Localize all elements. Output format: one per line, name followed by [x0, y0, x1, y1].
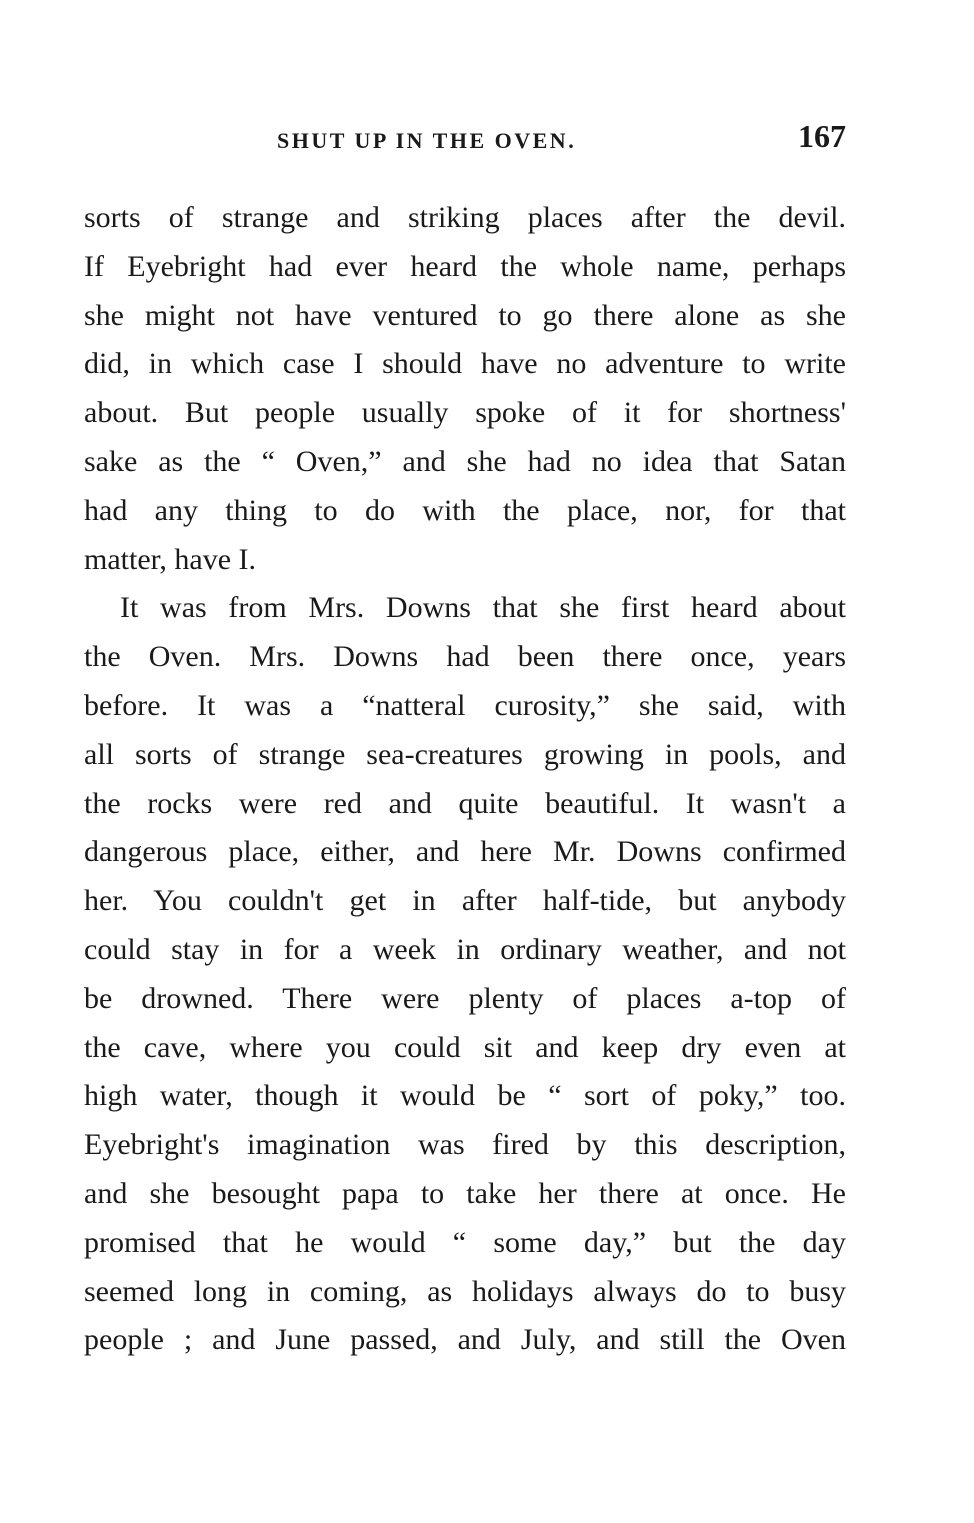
text-line: did, in which case I should have no adventure to write — [84, 347, 846, 381]
text-line: matter, have I. — [84, 542, 257, 576]
text-line: sorts of strange and striking places after the devil. — [84, 201, 846, 234]
text-line: seemed long in coming, as holidays always do to busy — [84, 1274, 846, 1308]
text-line: promised that he would “ some day,” but the day — [84, 1225, 846, 1259]
text-line: It was from Mrs. Downs that she first heard about — [120, 591, 846, 625]
text-line: could stay in for a week in ordinary weather, and not — [84, 932, 846, 966]
text-line: Eyebright's imagination was fired by this description, — [84, 1128, 846, 1162]
text-line: the cave, where you could sit and keep dry even at — [84, 1030, 846, 1064]
text-line: people ; and June passed, and July, and still the Oven — [84, 1323, 846, 1357]
text-line: and she besought papa to take her there at once. He — [84, 1176, 846, 1210]
text-line: the rocks were red and quite beautiful. It wasn't a — [84, 786, 846, 820]
paragraph-1 — [84, 194, 846, 584]
body-text — [84, 194, 846, 1365]
text-line: had any thing to do with the place, nor, for that — [84, 493, 846, 527]
page-number: 167 — [798, 118, 846, 154]
text-line: dangerous place, either, and here Mr. Downs confirmed — [84, 835, 846, 869]
text-line: sake as the “ Oven,” and she had no idea that Satan — [84, 444, 846, 478]
text-line: she might not have ventured to go there alone as she — [84, 298, 846, 332]
text-line: high water, though it would be “ sort of poky,” too. — [84, 1079, 846, 1113]
text-line: before. It was a “natteral curosity,” she said, with — [84, 688, 846, 722]
running-title: SHUT UP IN THE OVEN. — [277, 128, 577, 153]
text-line: If Eyebright had ever heard the whole name, perhaps — [84, 249, 846, 283]
text-line: her. You couldn't get in after half-tide, but anybody — [84, 884, 846, 918]
text-line: about. But people usually spoke of it for shortness' — [84, 396, 846, 430]
running-head — [84, 118, 846, 158]
text-line: the Oven. Mrs. Downs had been there once, years — [84, 640, 846, 674]
text-line: all sorts of strange sea-creatures growing in pools, and — [84, 737, 846, 771]
paragraph-2 — [84, 584, 846, 1365]
text-line: be drowned. There were plenty of places a-top of — [84, 981, 846, 1015]
